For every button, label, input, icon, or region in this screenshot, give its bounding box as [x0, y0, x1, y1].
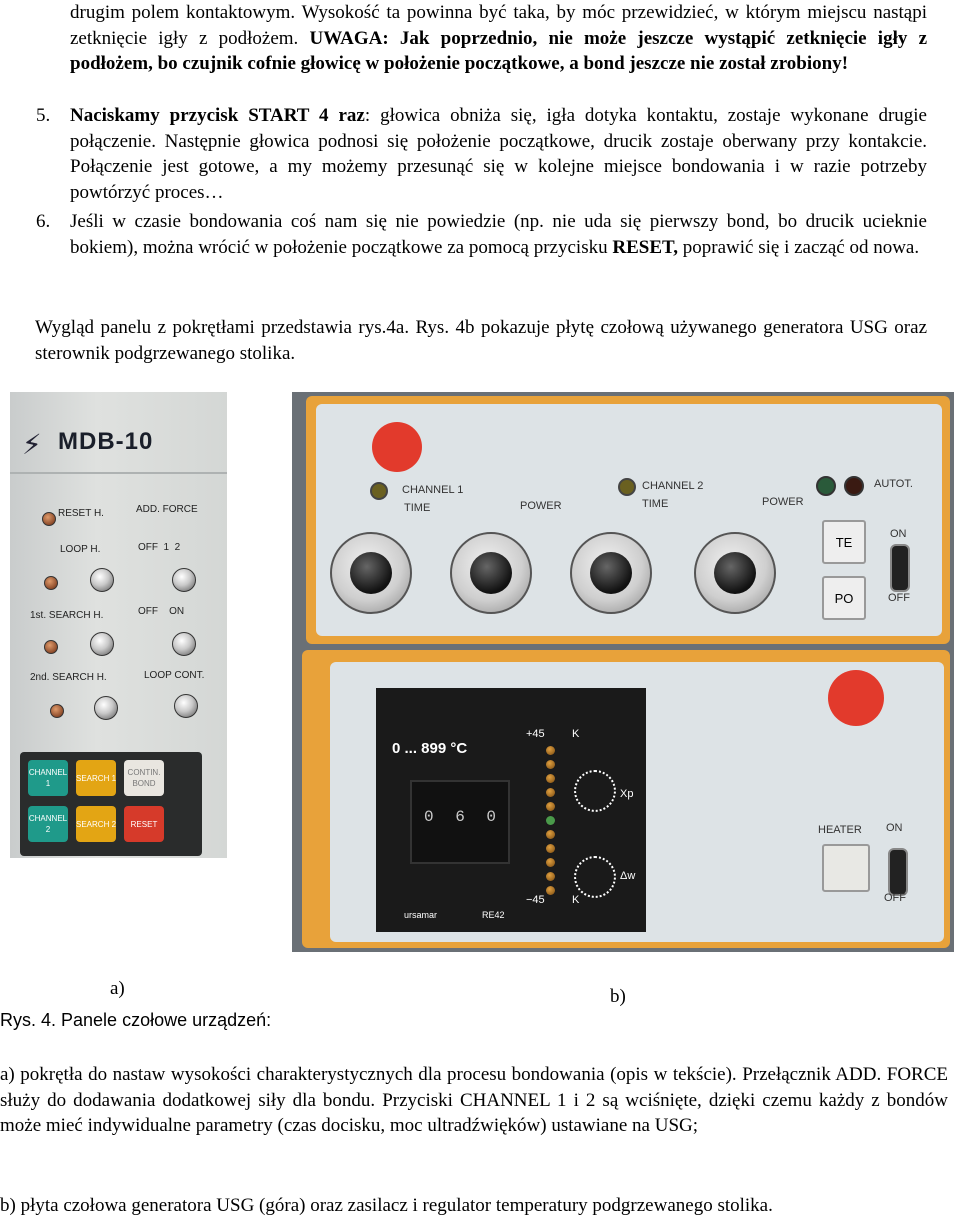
intro-text: Wygląd panelu z pokrętłami przedstawia rys.4a. Rys. 4b pokazuje płytę czołową używanego generatora USG oraz sterownik podgrzewanego stolika.	[35, 317, 927, 364]
channel-1-button[interactable]: CHANNEL 1	[28, 760, 68, 796]
heater-button[interactable]	[822, 844, 870, 892]
list-number-5: 5.	[36, 105, 51, 126]
second-search-h-label: 2nd. SEARCH H.	[30, 672, 107, 683]
dw-label: Δw	[620, 870, 636, 882]
autot-label: AUTOT.	[874, 478, 913, 490]
k-label-top: K	[572, 728, 580, 740]
plus45-label: +45	[526, 728, 545, 740]
minus45-label: −45	[526, 894, 545, 906]
list-number-6: 6.	[36, 211, 51, 232]
power-toggle-top[interactable]	[890, 544, 910, 592]
add-force-positions: OFF 1 2	[138, 542, 181, 553]
range-label: 0 ... 899 °C	[392, 740, 468, 757]
time-2-label: TIME	[642, 498, 669, 510]
loop-cont-label: LOOP CONT.	[144, 670, 205, 681]
contin-bond-button[interactable]: CONTIN. BOND	[124, 760, 164, 796]
model-label: RE42	[482, 910, 505, 920]
power-2-dial[interactable]	[694, 532, 776, 614]
item6-bold: RESET,	[612, 236, 679, 258]
reset-h-led	[42, 512, 56, 526]
figure-caption: Rys. 4. Panele czołowe urządzeń:	[0, 1010, 272, 1030]
photo-mdb10-panel	[10, 392, 227, 858]
list-item-6	[36, 209, 927, 260]
on-label-top: ON	[890, 528, 907, 540]
k-label-bottom: K	[572, 894, 580, 906]
intro-paragraph	[35, 315, 927, 366]
figure-label-a: a)	[110, 978, 125, 999]
po-label: PO	[834, 590, 854, 606]
power-1-dial[interactable]	[450, 532, 532, 614]
deviation-led-column	[546, 746, 555, 900]
first-search-led	[44, 640, 58, 654]
autot-led-green	[816, 476, 836, 496]
maker-label: ursamar	[404, 910, 438, 920]
loop-h-led	[44, 576, 58, 590]
channel-1-label: CHANNEL 1	[402, 484, 464, 496]
second-search-led	[50, 704, 64, 718]
counter-digits: 0 6 0	[424, 808, 503, 826]
item5-text: : głowica obniża się, igła dotyka kontaktu, zostaje wykonane drugie połączenie. Następnie głowica podnosi się położenie początkowe, drucik zostaje oberwany przy kontakcie. Połączenie jest gotowe, a my możemy przesunąć się w kolejne miejsce bondowania i w razie potrzeby powtórzyć proces…	[70, 105, 927, 203]
first-search-h-label: 1st. SEARCH H.	[30, 610, 104, 621]
first-search-knob[interactable]	[90, 632, 114, 656]
inspection-sticker-2-icon	[828, 670, 884, 726]
inspection-sticker-icon	[372, 422, 422, 472]
xp-label: Xp	[620, 788, 634, 800]
channel-2-button[interactable]: CHANNEL 2	[28, 806, 68, 842]
loop-cont-knob[interactable]	[174, 694, 198, 718]
off-label-top: OFF	[888, 592, 910, 604]
reset-button[interactable]: RESET	[124, 806, 164, 842]
description-a	[0, 1062, 948, 1139]
heater-toggle[interactable]	[888, 848, 908, 896]
power-2-label: POWER	[762, 496, 804, 508]
item5-bold: Naciskamy przycisk START 4 raz	[70, 105, 365, 126]
channel-2-led	[618, 478, 636, 496]
te-button[interactable]	[822, 520, 866, 564]
off-label-bottom: OFF	[884, 892, 906, 904]
figure-label-b: b)	[610, 986, 626, 1007]
autot-led-red	[844, 476, 864, 496]
photo-usg-generator	[292, 392, 954, 952]
search-positions: OFF ON	[138, 606, 185, 617]
add-force-label: ADD. FORCE	[136, 504, 198, 515]
description-a-text: a) pokrętła do nastaw wysokości charakterystycznych dla procesu bondowania (opis w tekście). Przełącznik ADD. FORCE służy do dodawania dodatkowej siły dla bondu. Przyciski CHANNEL 1 i 2 są wciśnięte, dzięki czemu każdy z bondów może mieć indywidualne parametry (czas docisku, moc ultradźwięków) ustawiane na USG;	[0, 1064, 948, 1136]
panel-divider	[10, 472, 227, 474]
item6-text-b: poprawić się i zacząć od nowa.	[678, 236, 920, 258]
continued-paragraph	[70, 0, 927, 77]
search-1-button[interactable]: SEARCH 1	[76, 760, 116, 796]
on-label-bottom: ON	[886, 822, 903, 834]
p1-line2: miejscu nastąpi zetknięcie igły z podłożem.	[70, 2, 928, 49]
time-1-dial[interactable]	[330, 532, 412, 614]
time-2-dial[interactable]	[570, 532, 652, 614]
channel-2-label: CHANNEL 2	[642, 480, 704, 492]
lightning-logo-icon: ⚡	[22, 428, 42, 461]
list-item-5	[36, 103, 927, 205]
search-switch[interactable]	[172, 632, 196, 656]
description-b	[0, 1193, 948, 1219]
warning-text: UWAGA: Jak poprzednio, nie może jeszcze wystąpić zetknięcie igły z podłożem, bo czujnik cofnie głowicę w położenie początkowe, a bond jeszcze nie został zrobiony!	[70, 27, 928, 74]
item6-text-a: Jeśli w czasie bondowania coś nam się nie powiedzie (np. nie uda się pierwszy bond, bo drucik ucieknie bokiem), można wrócić w położenie początkowe za pomocą przycisku	[70, 211, 927, 258]
te-label: TE	[835, 534, 853, 550]
dw-dial[interactable]	[574, 856, 616, 898]
heater-label: HEATER	[818, 824, 862, 836]
power-1-label: POWER	[520, 500, 562, 512]
add-force-switch[interactable]	[172, 568, 196, 592]
po-button[interactable]	[822, 576, 866, 620]
setpoint-counter[interactable]	[410, 780, 510, 864]
brand-label: MDB-10	[58, 428, 154, 455]
xp-dial[interactable]	[574, 770, 616, 812]
description-b-text: b) płyta czołowa generatora USG (góra) oraz zasilacz i regulator temperatury podgrzewanego stolika.	[0, 1195, 773, 1216]
time-1-label: TIME	[404, 502, 431, 514]
second-search-knob[interactable]	[94, 696, 118, 720]
search-2-button[interactable]: SEARCH 2	[76, 806, 116, 842]
p1-line1: drugim polem kontaktowym. Wysokość ta powinna być taka, by móc przewidzieć, w którym	[70, 2, 801, 23]
channel-1-led	[370, 482, 388, 500]
temperature-regulator	[376, 688, 646, 932]
loop-h-label: LOOP H.	[60, 544, 101, 555]
reset-h-label: RESET H.	[58, 508, 104, 519]
loop-h-knob[interactable]	[90, 568, 114, 592]
